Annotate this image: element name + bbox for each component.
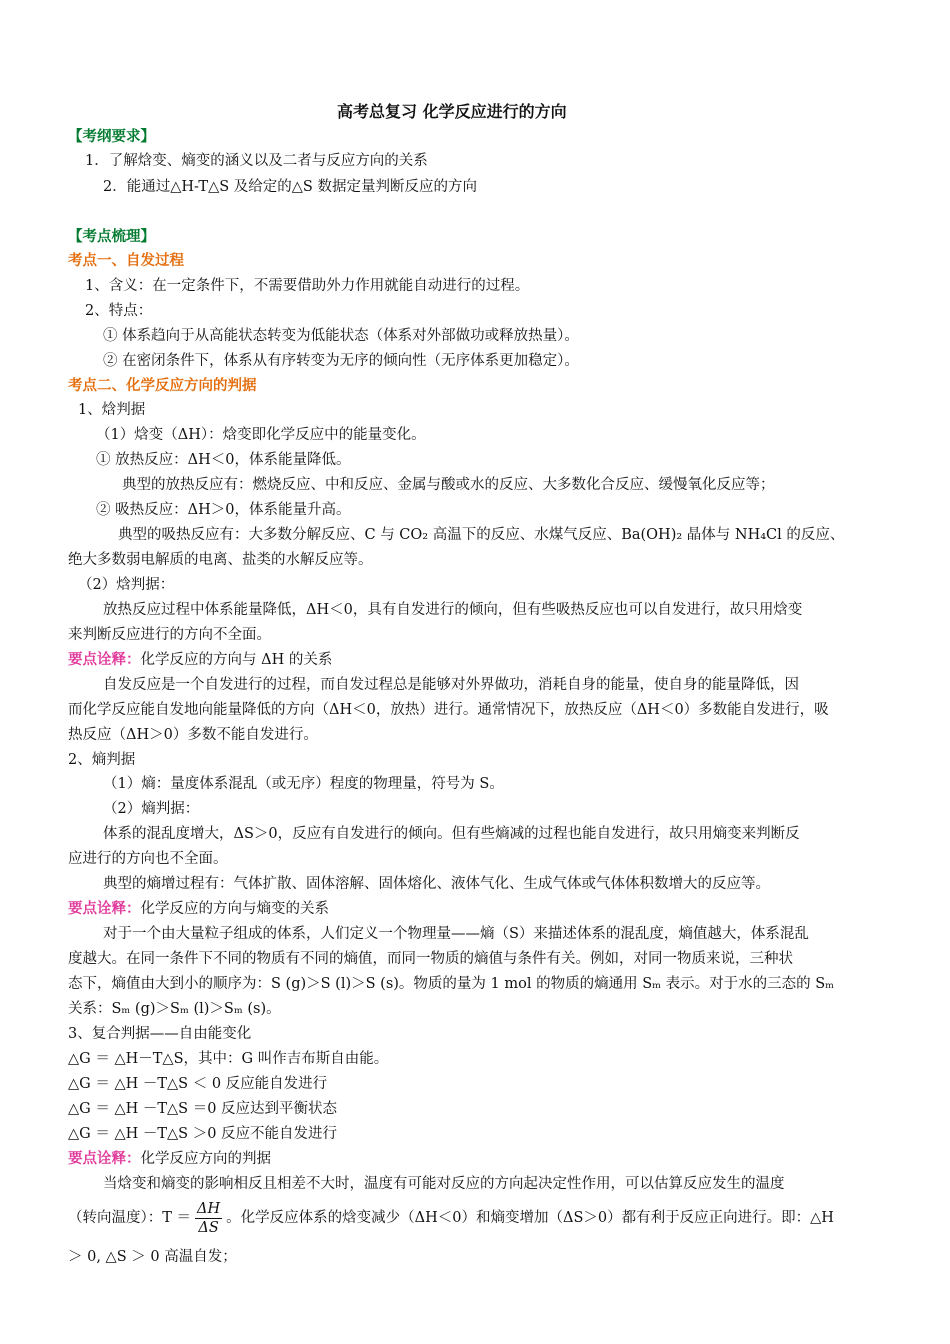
entropy-paragraph: 体系的混乱度增大，ΔS＞0，反应有自发进行的倾向。但有些熵减的过程也能自发进行，故只用熵变来判断反 — [103, 826, 800, 842]
kp1-line: 2、特点： — [85, 303, 153, 319]
kp2-title: 考点二、化学反应方向的判据 — [68, 378, 257, 394]
delta-h-over-delta-s-fraction — [195, 1200, 222, 1237]
gibbs-heading: 3、复合判据——自由能变化 — [68, 1026, 252, 1042]
section-requirements-heading: 【考纲要求】 — [68, 129, 155, 145]
note-3 — [68, 1149, 271, 1169]
enthalpy-heading: 1、焓判据 — [78, 402, 146, 418]
endothermic-line: ② 吸热反应：ΔH＞0，体系能量升高。 — [96, 502, 351, 518]
note-2 — [68, 899, 329, 919]
gibbs-definition: △G ＝ △H－T△S，其中：G 叫作吉布斯自由能。 — [68, 1051, 389, 1067]
enthalpy-criterion: （2）焓判据： — [78, 577, 175, 593]
entropy-examples: 典型的熵增过程有：气体扩散、固体溶解、固体熔化、液体气化、生成气体或气体体积数增大的反应等。 — [103, 876, 770, 892]
note-3-formula-line — [68, 1198, 834, 1238]
note-2-line: 态下，熵值由大到小的顺序为：S (g)＞S (l)＞S (s)。物质的量为 1 mol 的物质的熵通用 Sₘ 表示。对于水的三态的 Sₘ — [68, 976, 835, 992]
fraction-numerator: ΔH — [197, 1200, 221, 1217]
entropy-heading: 2、熵判据 — [68, 752, 136, 768]
note-label: 要点诠释： — [68, 652, 141, 668]
note-2-line: 关系：Sₘ (g)＞Sₘ (l)＞Sₘ (s)。 — [68, 1001, 281, 1017]
exothermic-line: ① 放热反应：ΔH＜0，体系能量降低。 — [96, 452, 351, 468]
note-1-line: 自发反应是一个自发进行的过程，而自发过程总是能够对外界做功，消耗自身的能量，使自身的能量降低，因 — [103, 677, 799, 693]
note-label: 要点诠释： — [68, 1151, 141, 1167]
note-3-line: ＞ 0, △S ＞ 0 高温自发； — [68, 1249, 237, 1265]
note-2-line: 对于一个由大量粒子组成的体系，人们定义一个物理量——熵（S）来描述体系的混乱度，熵值越大，体系混乱 — [103, 926, 809, 942]
note-3-line-2-rest: 。化学反应体系的焓变减少（ΔH＜0）和熵变增加（ΔS＞0）都有利于反应正向进行。即：△H — [226, 1210, 834, 1226]
kp1-line: 1、含义：在一定条件下，不需要借助外力作用就能自动进行的过程。 — [85, 278, 530, 294]
kp1-line: ② 在密闭条件下，体系从有序转变为无序的倾向性（无序体系更加稳定）。 — [103, 353, 579, 369]
enthalpy-definition: （1）焓变（ΔH）：焓变即化学反应中的能量变化。 — [96, 427, 426, 443]
fraction-denominator: ΔS — [198, 1219, 219, 1236]
note-3-line: 当焓变和熵变的影响相反且相差不大时，温度有可能对反应的方向起决定性作用，可以估算反应发生的温度 — [103, 1176, 785, 1192]
gibbs-lt-zero: △G ＝ △H －T△S ＜ 0 反应能自发进行 — [68, 1076, 328, 1092]
kp1-title: 考点一、自发过程 — [68, 253, 184, 269]
page-title: 高考总复习 化学反应进行的方向 — [337, 102, 567, 121]
note-label: 要点诠释： — [68, 901, 141, 917]
entropy-criterion: （2）熵判据： — [103, 801, 200, 817]
endothermic-examples: 典型的吸热反应有：大多数分解反应、C 与 CO₂ 高温下的反应、水煤气反应、Ba(OH)₂ 晶体与 NH₄Cl 的反应、 — [118, 527, 845, 543]
note-3-text: 化学反应方向的判据 — [140, 1151, 271, 1167]
note-1-line: 而化学反应能自发地向能量降低的方向（ΔH＜0，放热）进行。通常情况下，放热反应（ΔH＜0）多数能自发进行，吸 — [68, 702, 829, 718]
requirement-item: 2．能通过△H-T△S 及给定的△S 数据定量判断反应的方向 — [103, 179, 477, 195]
gibbs-gt-zero: △G ＝ △H －T△S ＞0 反应不能自发进行 — [68, 1126, 338, 1142]
enthalpy-paragraph: 放热反应过程中体系能量降低，ΔH＜0，具有自发进行的倾向，但有些吸热反应也可以自发进行，故只用焓变 — [103, 602, 803, 618]
note-1-text: 化学反应的方向与 ΔH 的关系 — [140, 652, 333, 668]
kp1-line: ① 体系趋向于从高能状态转变为低能状态（体系对外部做功或释放热量）。 — [103, 328, 579, 344]
gibbs-eq-zero: △G ＝ △H －T△S ＝0 反应达到平衡状态 — [68, 1101, 338, 1117]
note-2-text: 化学反应的方向与熵变的关系 — [140, 901, 329, 917]
requirement-item: 1．了解焓变、熵变的涵义以及二者与反应方向的关系 — [85, 153, 428, 169]
section-points-heading: 【考点梳理】 — [68, 229, 155, 245]
enthalpy-paragraph-cont: 来判断反应进行的方向不全面。 — [68, 627, 271, 643]
turning-temperature-label: （转向温度）：T ＝ — [68, 1210, 192, 1226]
entropy-paragraph-cont: 应进行的方向也不全面。 — [68, 851, 228, 867]
note-1 — [68, 650, 332, 670]
note-1-line: 热反应（ΔH＞0）多数不能自发进行。 — [68, 727, 318, 743]
entropy-definition: （1）熵：量度体系混乱（或无序）程度的物理量，符号为 S。 — [103, 776, 504, 792]
endothermic-examples-cont: 绝大多数弱电解质的电离、盐类的水解反应等。 — [68, 552, 373, 568]
exothermic-examples: 典型的放热反应有：燃烧反应、中和反应、金属与酸或水的反应、大多数化合反应、缓慢氧化反应等； — [122, 477, 775, 493]
note-2-line: 度越大。在同一条件下不同的物质有不同的熵值，而同一物质的熵值与条件有关。例如，对同一物质来说，三种状 — [68, 951, 793, 967]
